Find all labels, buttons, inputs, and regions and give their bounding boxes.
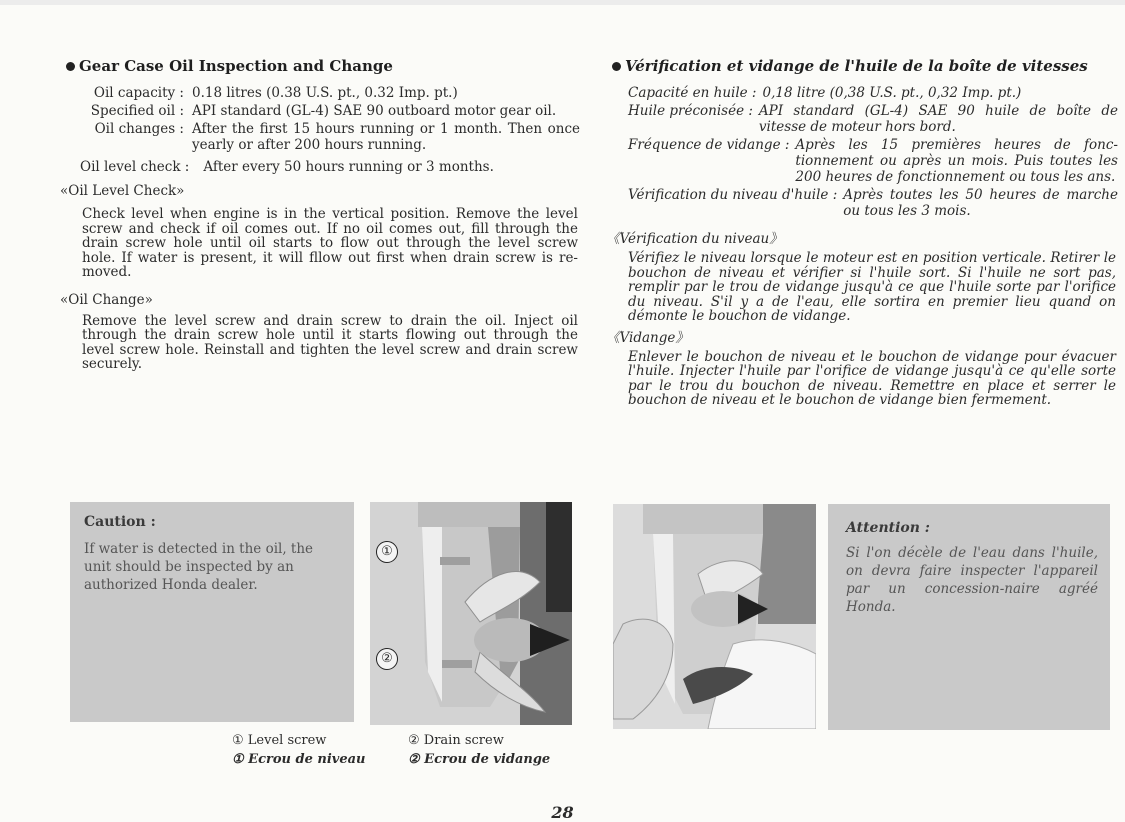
section-heading-en: Gear Case Oil Inspection and Change [66, 57, 580, 75]
spec-row: Capacité en huile : 0,18 litre (0,38 U.S. pt., 0,32 Imp. pt.) [628, 85, 1022, 101]
caution-box [70, 502, 354, 722]
legend-level-screw: ① Level screw ① Ecrou de niveau [232, 733, 366, 767]
spec-list-en [66, 85, 580, 175]
gear-case-photo [370, 502, 572, 725]
attention-box [828, 504, 1110, 730]
bullet-icon [612, 62, 621, 71]
paragraph-level-check-en: Check level when engine is in the vertical position. Remove the level screw and check if oil comes out. If no oil comes out, fill through the drain screw hole until oil starts to flow out through the level screw hole. If water is present, it will fllow out first when drain screw is re-moved. [82, 206, 578, 280]
spec-row: Vérification du niveau d'huile : Après toutes les 50 heures de marche ou tous les 3 mois. [628, 187, 1118, 219]
subheading-oil-change-en: «Oil Change» [60, 291, 153, 308]
caution-text: If water is detected in the oil, the unit should be inspected by an authorized Honda dealer. [84, 541, 314, 593]
subheading-oil-change-fr: 《Vidange》 [606, 329, 689, 346]
drain-screw-photo [613, 504, 816, 729]
spec-row: Oil changes : After the first 15 hours running or 1 month. Then once yearly or after 200 hours running. [94, 121, 580, 153]
english-column [60, 57, 580, 372]
hand-on-lower-unit-illustration [613, 504, 816, 729]
spec-row: Fréquence de vidange : Après les 15 premières heures de fonc-tionnement ou après un mois. Puis toutes les 200 heures de fonctionnement ou tous les ans. [628, 137, 1118, 185]
spec-list-fr [612, 85, 1118, 219]
callout-2: ② [376, 648, 398, 670]
attention-text: Si l'on décèle de l'eau dans l'huile, on devra faire inspecter l'appareil par un concession-naire agréé Honda. [846, 545, 1098, 615]
paragraph-oil-change-fr: Enlever le bouchon de niveau et le bouchon de vidange pour évacuer l'huile. Injecter l'huile par l'orifice de vidange jusqu'à ce qu'elle sorte par le trou du bouchon de niveau. Remettre en place et serrer le bouchon de niveau et le bouchon de vidange bien fermement. [628, 348, 1116, 408]
page-number: 28 [551, 803, 574, 822]
french-column [606, 57, 1118, 408]
attention-title: Attention : [846, 520, 930, 536]
spec-row: Oil capacity : 0.18 litres (0.38 U.S. pt., 0.32 Imp. pt.) [93, 85, 458, 101]
paragraph-oil-change-en: Remove the level screw and drain screw to drain the oil. Inject oil through the drain screw hole until it starts flowing out through the level screw hole. Reinstall and tighten the level screw and drain screw securely. [82, 312, 578, 372]
spec-row: Oil level check : After every 50 hours running or 3 months. [80, 159, 494, 175]
caution-title: Caution : [84, 514, 156, 530]
spec-row: Specified oil : API standard (GL-4) SAE 90 outboard motor gear oil. [90, 103, 557, 119]
subheading-level-check-fr: 《Vérification du niveau》 [606, 231, 783, 247]
legend-drain-screw: ② Drain screw ② Ecrou de vidange [408, 733, 551, 767]
section-heading-fr: Vérification et vidange de l'huile de la boîte de vitesses [612, 57, 1118, 75]
spec-row: Huile préconisée : API standard (GL-4) SAE 90 huile de boîte de vitesse de moteur hors bord. [628, 103, 1118, 135]
paragraph-level-check-fr: Vérifiez le niveau lorsque le moteur est en position verticale. Retirer le bouchon de niveau et vérifier si l'huile sort. Si l'huile ne sort pas, remplir par le trou de vidange jusqu'à ce que l'huile sorte par l'orifice du niveau. S'il y a de l'eau, elle sortira en premier lieu quand on démonte le bouchon de vidange. [628, 250, 1116, 324]
callout-1: ① [376, 541, 398, 563]
outboard-lower-unit-illustration [370, 502, 572, 725]
bullet-icon [66, 62, 75, 71]
subheading-level-check-en: «Oil Level Check» [60, 183, 185, 199]
